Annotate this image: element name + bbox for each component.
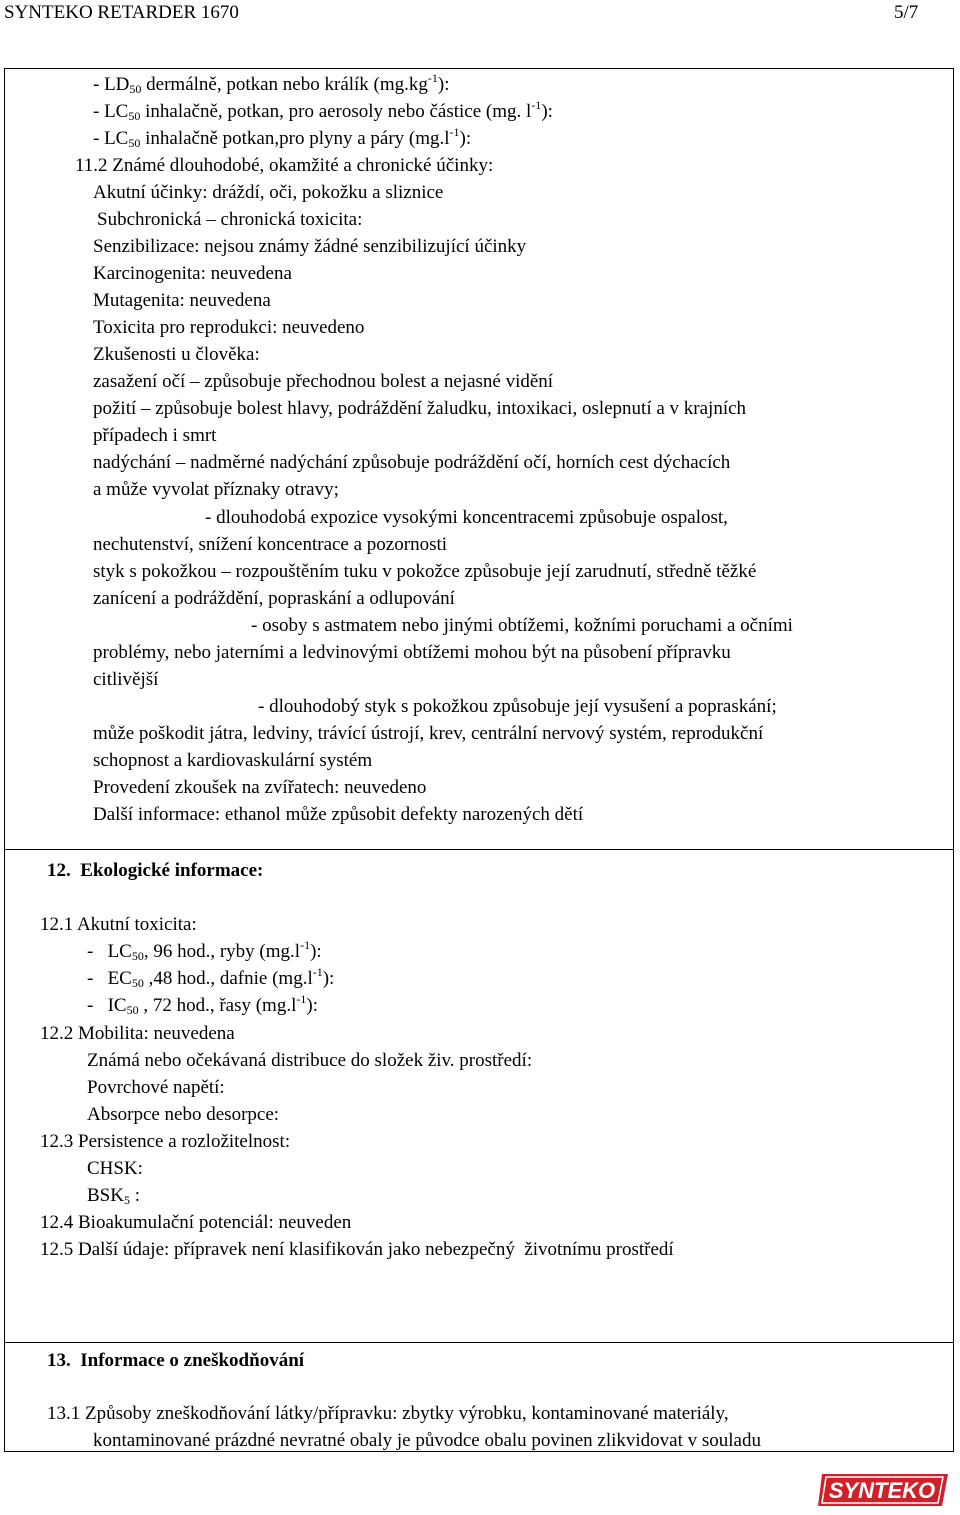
asthma-note: - osoby s astmatem nebo jinými obtížemi, kožními poruchami a očními [251,615,793,636]
inhalation-cont: a může vyvolat příznaky otravy; [93,479,339,500]
long-term-exposure: - dlouhodobá expozice vysokými koncentracemi způsobuje ospalost, [205,507,728,528]
ic50-algae-line: - $IC_{50}$ , 72 hod., řasy $(mg.l^{-1})$: [87,992,318,1017]
further-info: Další informace: ethanol může způsobit defekty narozených dětí [93,804,584,825]
absorption: Absorpce nebo desorpce: [87,1104,280,1125]
inhalation: nadýchání – nadměrné nadýchání způsobuje podráždění očí, horních cest dýchacích [93,452,731,473]
lc50-aerosol-line: - $LC_{50}$ inhalačně, potkan, pro aerosoly nebo částice (mg. $l^{-1}$): [93,98,553,123]
acute-toxicity-title: 12.1 Akutní toxicita: [40,914,197,935]
reproductive-toxicity: Toxicita pro reprodukci: neuvedeno [93,317,365,338]
ld50-dermal-line: - $LD_{50}$ dermálně, potkan nebo králík $(mg.kg^{-1})$: [93,71,450,96]
skin-contact: styk s pokožkou – rozpouštěním tuku v pokožce způsobuje její zarudnutí, středně těžké [93,561,757,582]
long-term-exposure-cont: nechutenství, snížení koncentrace a pozornosti [93,534,448,555]
disposal-methods-cont: kontaminované prázdné nevratné obaly je původce obalu povinen zlikvidovat v souladu [93,1430,761,1451]
section-13-heading: 13. Informace o zneškodňování [47,1350,305,1371]
skin-contact-cont: zanícení a podráždění, popraskání a odlupování [93,588,455,609]
ingestion: požití – způsobuje bolest hlavy, podráždění žaludku, intoxikaci, oslepnutí a v krajních [93,398,747,419]
human-experience: Zkušenosti u člověka: [93,344,260,365]
section-12-heading: 12. Ekologické informace: [47,860,264,881]
acute-effects: Akutní účinky: dráždí, oči, pokožku a sliznice [93,182,444,203]
bsk5: $BSK_5$ : [87,1185,140,1207]
ingestion-cont: případech i smrt [93,425,217,446]
asthma-note-end: citlivější [93,669,159,690]
synteko-logo-text: SYNTEKO [828,1478,936,1503]
header-page-number: 5/7 [894,2,919,23]
synteko-logo [818,1470,952,1510]
surface-tension: Povrchové napětí: [87,1077,225,1098]
lc50-gas-line: - $LC_{50}$ inhalačně potkan,pro plyny a páry $(mg.l^{-1})$: [93,125,472,150]
organ-damage: může poškodit játra, ledviny, trávící ústrojí, krev, centrální nervový systém, reprodukční [93,723,764,744]
mutagenicity: Mutagenita: neuvedena [93,290,271,311]
ec50-daphnia-line: - $EC_{50}$ ,48 hod., dafnie $(mg.l^{-1})$: [87,965,335,990]
lc50-fish-line: - $LC_{50}$, 96 hod., ryby $(mg.l^{-1})$: [87,938,322,963]
other-data: 12.5 Další údaje: přípravek není klasifikován jako nebezpečný životnímu prostředí [40,1239,674,1260]
eye-contact: zasažení očí – způsobuje přechodnou bolest a nejasné vidění [93,371,554,392]
subchronic-toxicity: Subchronická – chronická toxicita: [97,209,363,230]
carcinogenicity: Karcinogenita: neuvedena [93,263,292,284]
chsk: CHSK: [87,1158,143,1179]
distribution: Známá nebo očekávaná distribuce do složek živ. prostředí: [87,1050,533,1071]
sensitization: Senzibilizace: nejsou známy žádné senzibilizující účinky [93,236,527,257]
header-product-name: SYNTEKO RETARDER 1670 [4,2,239,23]
persistence: 12.3 Persistence a rozložitelnost: [40,1131,291,1152]
mobility: 12.2 Mobilita: neuvedena [40,1023,235,1044]
long-term-skin-contact: - dlouhodobý styk s pokožkou způsobuje její vysušení a popraskání; [258,696,777,717]
section-11-2-title: 11.2 Známé dlouhodobé, okamžité a chronické účinky: [75,155,494,176]
disposal-methods: 13.1 Způsoby zneškodňování látky/přípravku: zbytky výrobku, kontaminované materiály, [47,1403,729,1424]
organ-damage-cont: schopnost a kardiovaskulární systém [93,750,373,771]
asthma-note-cont: problémy, nebo jaterními a ledvinovými obtížemi mohou být na působení přípravku [93,642,731,663]
bioaccumulation: 12.4 Bioakumulační potenciál: neuveden [40,1212,352,1233]
animal-testing: Provedení zkoušek na zvířatech: neuvedeno [93,777,427,798]
